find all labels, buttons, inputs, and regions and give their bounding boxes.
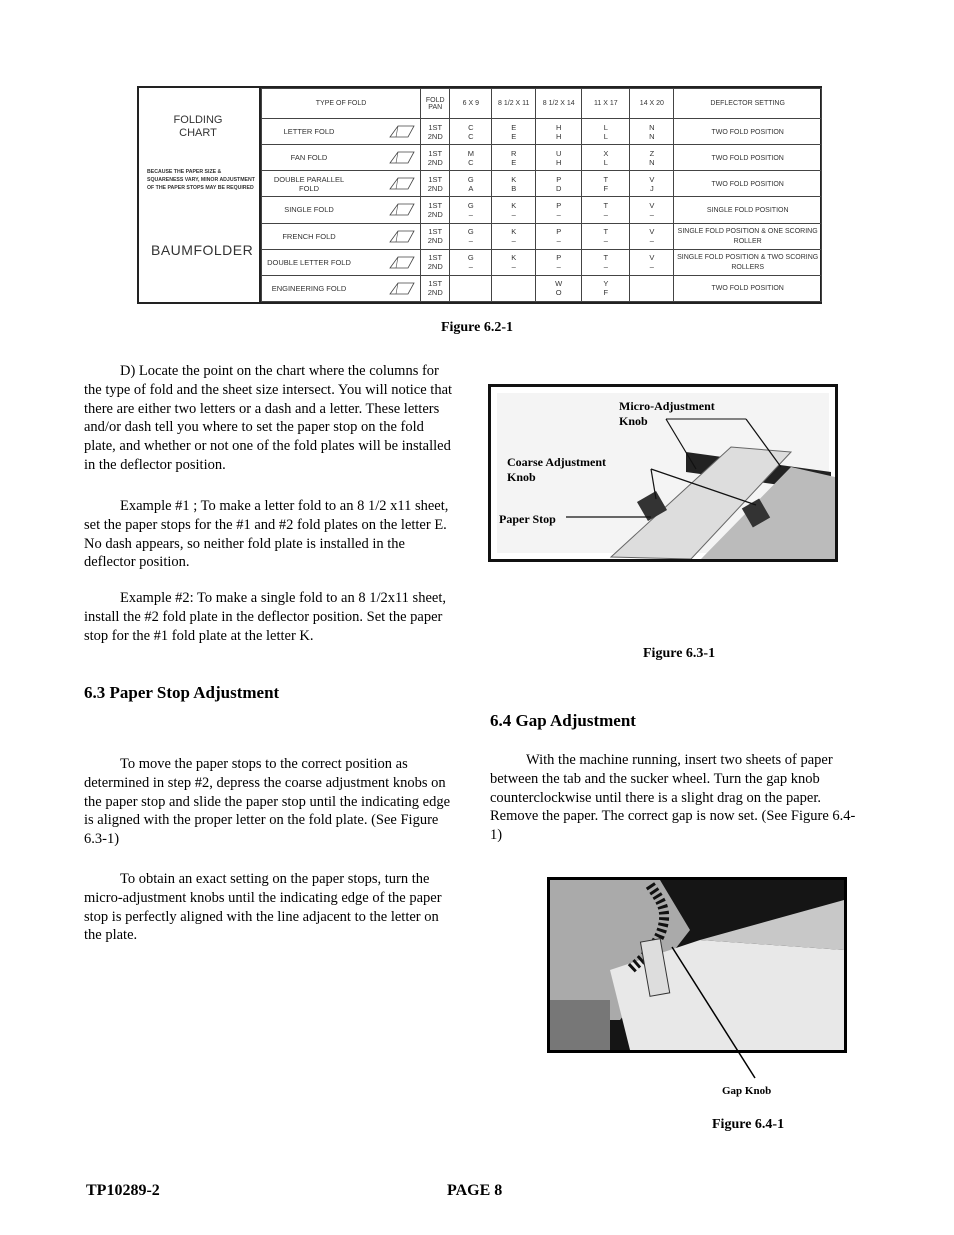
heading-6-4: 6.4 Gap Adjustment: [490, 711, 636, 730]
paragraph-6-3-a-text: To move the paper stops to the correct position as determined in step #2, depress the coarse adjustment knobs on the paper stop and slide the paper stop until the indicating edge is aligned with the proper letter on the fold plate. (See Figure 6.3-1): [84, 756, 451, 848]
chart-header-cell: 8 1/2 X 11: [492, 89, 536, 119]
chart-value-cell: [492, 249, 536, 275]
chart-cell-text: P –: [556, 227, 562, 246]
figure-6-2-1-caption: Figure 6.2-1: [440, 320, 514, 335]
chart-header-cell: 14 X 20: [630, 89, 674, 119]
chart-cell-text: 1ST 2ND: [427, 122, 443, 141]
chart-deflector-cell: [674, 275, 822, 301]
chart-row: [262, 275, 822, 301]
chart-cell-text: Z N: [649, 148, 655, 167]
chart-cell-text: P –: [556, 253, 562, 272]
chart-cell-text: 1ST 2ND: [427, 279, 443, 298]
chart-value-cell: [492, 145, 536, 171]
fold-diagram-icon: [388, 175, 416, 191]
coarse-adjustment-label: [507, 455, 606, 485]
gap-knob-label: Gap Knob: [722, 1085, 772, 1097]
chart-fold-type-cell: [262, 249, 421, 275]
chart-value-cell: [421, 249, 450, 275]
chart-deflector-cell: [674, 249, 822, 275]
chart-title: [139, 114, 257, 140]
folding-chart-table: [261, 88, 822, 302]
chart-value-cell: [492, 275, 536, 301]
chart-note: BECAUSE THE PAPER SIZE & SQUARENESS VARY, MINOR ADJUSTMENT OF THE PAPER STOPS MAY BE REQUIRED: [147, 169, 255, 191]
chart-row: [262, 197, 822, 223]
chart-row: [262, 145, 822, 171]
chart-cell-text: K –: [511, 227, 517, 246]
heading-6-3: 6.3 Paper Stop Adjustment: [84, 683, 280, 702]
chart-value-cell: [630, 145, 674, 171]
paragraph-example-1-text: Example #1 ; To make a letter fold to an 8 1/2 x11 sheet, set the paper stops for the #1 and #2 fold plates on the letter E. No dash appears, so neither fold plate is installed in the deflector position.: [84, 498, 449, 571]
chart-cell-text: FRENCH FOLD: [282, 231, 336, 241]
chart-cell-text: V –: [649, 253, 655, 272]
chart-value-cell: [630, 275, 674, 301]
chart-value-cell: [492, 171, 536, 197]
chart-cell-text: K –: [511, 253, 517, 272]
chart-value-cell: [582, 145, 630, 171]
coarse-adjustment-label-line2: Knob: [507, 470, 536, 484]
chart-value-cell: [421, 223, 450, 249]
chart-header-cell: FOLD PAN: [421, 89, 450, 119]
paragraph-d: [84, 362, 454, 475]
paragraph-6-3-b-text: To obtain an exact setting on the paper stops, turn the micro-adjustment knobs until the indicating edge of the paper stop is perfectly aligned with the line adjacent to the letter on the plate.: [84, 871, 442, 944]
chart-cell-text: V J: [649, 174, 655, 193]
chart-title-line2: CHART: [179, 127, 217, 139]
chart-cell-text: T –: [603, 200, 609, 219]
chart-cell-text: N N: [649, 122, 655, 141]
chart-value-cell: [582, 275, 630, 301]
chart-deflector-cell: [674, 197, 822, 223]
chart-cell-text: 1ST 2ND: [427, 200, 443, 219]
chart-cell-text: G –: [467, 227, 474, 246]
chart-header-cell: TYPE OF FOLD: [262, 89, 421, 119]
chart-value-cell: [492, 223, 536, 249]
chart-cell-text: SINGLE FOLD POSITION & ONE SCORING ROLLER: [677, 228, 818, 246]
chart-value-cell: [536, 275, 582, 301]
chart-cell-text: X L: [603, 148, 609, 167]
chart-value-cell: [536, 223, 582, 249]
chart-fold-type-cell: [262, 119, 421, 145]
micro-adjustment-label: [619, 399, 715, 429]
chart-cell-text: V –: [649, 200, 655, 219]
chart-title-line1: FOLDING: [173, 114, 223, 126]
chart-brand: BAUMFOLDER: [151, 242, 254, 258]
coarse-adjustment-label-line1: Coarse Adjustment: [507, 455, 606, 469]
chart-cell-text: R E: [511, 148, 517, 167]
chart-cell-text: 1ST 2ND: [427, 148, 443, 167]
chart-value-cell: [421, 171, 450, 197]
chart-value-cell: [450, 171, 492, 197]
fold-diagram-icon: [388, 123, 416, 139]
chart-cell-text: DOUBLE PARALLEL FOLD: [273, 174, 345, 193]
chart-fold-type-cell: [262, 275, 421, 301]
paragraph-6-3-b: [84, 870, 454, 945]
chart-cell-text: L L: [603, 122, 608, 141]
chart-cell-text: LETTER FOLD: [283, 127, 335, 137]
chart-value-cell: [421, 119, 450, 145]
paragraph-6-3-a: [84, 755, 454, 849]
chart-value-cell: [450, 275, 492, 301]
chart-value-cell: [450, 119, 492, 145]
chart-cell-text: ENGINEERING FOLD: [271, 283, 347, 293]
chart-value-cell: [450, 223, 492, 249]
chart-value-cell: [630, 223, 674, 249]
chart-cell-text: V –: [649, 227, 655, 246]
chart-cell-text: 1ST 2ND: [427, 174, 443, 193]
chart-cell-text: TWO FOLD POSITION: [711, 128, 784, 136]
chart-cell-text: K –: [511, 200, 517, 219]
chart-cell-text: DOUBLE LETTER FOLD: [267, 257, 351, 267]
chart-cell-text: 1ST 2ND: [427, 253, 443, 272]
chart-cell-text: C C: [468, 122, 474, 141]
paragraph-6-4: [490, 751, 860, 845]
chart-deflector-cell: [674, 145, 822, 171]
chart-header-cell: DEFLECTOR SETTING: [674, 89, 822, 119]
folding-chart: [137, 86, 822, 304]
paragraph-example-1: [84, 497, 454, 572]
figure-6-4-1-caption: Figure 6.4-1: [712, 1117, 785, 1132]
micro-adjustment-label-line2: Knob: [619, 414, 648, 428]
chart-cell-text: G –: [467, 253, 474, 272]
chart-cell-text: TWO FOLD POSITION: [711, 285, 784, 293]
chart-cell-text: 1ST 2ND: [427, 227, 443, 246]
chart-cell-text: K B: [511, 174, 517, 193]
chart-deflector-cell: [674, 119, 822, 145]
chart-cell-text: T F: [603, 174, 609, 193]
chart-fold-type-cell: [262, 223, 421, 249]
chart-value-cell: [421, 197, 450, 223]
chart-cell-text: G A: [467, 174, 474, 193]
chart-cell-text: E E: [511, 122, 517, 141]
chart-cell-text: H H: [556, 122, 562, 141]
chart-cell-text: Y F: [603, 279, 609, 298]
chart-value-cell: [450, 249, 492, 275]
chart-value-cell: [582, 223, 630, 249]
chart-left-panel: [139, 88, 261, 302]
chart-value-cell: [536, 145, 582, 171]
chart-row: [262, 249, 822, 275]
chart-deflector-cell: [674, 171, 822, 197]
chart-value-cell: [630, 197, 674, 223]
chart-value-cell: [536, 197, 582, 223]
chart-cell-text: P –: [556, 200, 562, 219]
paragraph-6-4-text: With the machine running, insert two sheets of paper between the tab and the sucker wheel. Turn the gap knob counterclockwise until there is a slight drag on the paper. Remove the paper. The correct gap is now set. (See Figure 6.4-1): [490, 752, 856, 844]
chart-cell-text: M C: [467, 148, 474, 167]
chart-cell-text: FAN FOLD: [290, 153, 328, 163]
fold-diagram-icon: [388, 201, 416, 217]
chart-fold-type-cell: [262, 197, 421, 223]
fold-diagram-icon: [388, 280, 416, 296]
figure-6-3-1-caption: Figure 6.3-1: [643, 646, 716, 661]
chart-cell-text: U H: [556, 148, 562, 167]
chart-row: [262, 119, 822, 145]
chart-cell-text: W O: [555, 279, 563, 298]
paragraph-example-2-text: Example #2: To make a single fold to an 8 1/2x11 sheet, install the #2 fold plate in the deflector position. Set the paper stop for the #1 fold plate at the letter K.: [84, 590, 446, 644]
chart-value-cell: [582, 119, 630, 145]
chart-header-cell: 6 X 9: [450, 89, 492, 119]
fold-diagram-icon: [388, 228, 416, 244]
chart-value-cell: [582, 197, 630, 223]
chart-cell-text: T –: [603, 253, 609, 272]
chart-value-cell: [536, 119, 582, 145]
chart-row: [262, 171, 822, 197]
chart-value-cell: [630, 171, 674, 197]
page-number: PAGE 8: [447, 1182, 503, 1199]
chart-fold-type-cell: [262, 145, 421, 171]
paragraph-example-2: [84, 589, 454, 645]
chart-header-cell: 11 X 17: [582, 89, 630, 119]
chart-row: [262, 223, 822, 249]
document-number: TP10289-2: [86, 1182, 160, 1199]
chart-cell-text: T –: [603, 227, 609, 246]
chart-value-cell: [582, 249, 630, 275]
paragraph-d-text: D) Locate the point on the chart where the columns for the type of fold and the sheet size intersect. You will notice that there are either two letters or a dash and a letter. These letters and/or dash tell you where to set the paper stop on the fold plate, and whether or not one of the fold plates will be installed in the deflector position.: [84, 363, 453, 473]
chart-value-cell: [630, 249, 674, 275]
chart-value-cell: [450, 145, 492, 171]
chart-value-cell: [492, 197, 536, 223]
chart-deflector-cell: [674, 223, 822, 249]
chart-cell-text: TWO FOLD POSITION: [711, 154, 784, 162]
chart-cell-text: TWO FOLD POSITION: [711, 180, 784, 188]
chart-value-cell: [536, 249, 582, 275]
chart-cell-text: SINGLE FOLD POSITION: [706, 206, 789, 214]
chart-value-cell: [536, 171, 582, 197]
figure-6-3-1-photo: [488, 384, 838, 562]
chart-cell-text: G –: [467, 200, 474, 219]
chart-cell-text: SINGLE FOLD POSITION & TWO SCORING ROLLERS: [677, 254, 819, 272]
chart-value-cell: [421, 275, 450, 301]
chart-value-cell: [492, 119, 536, 145]
chart-value-cell: [450, 197, 492, 223]
gap-knob-leader-line: [670, 945, 770, 1085]
chart-header-cell: 8 1/2 X 14: [536, 89, 582, 119]
fold-diagram-icon: [388, 254, 416, 270]
chart-header-row: [262, 89, 822, 119]
chart-cell-text: P D: [556, 174, 562, 193]
fold-diagram-icon: [388, 149, 416, 165]
chart-fold-type-cell: [262, 171, 421, 197]
paper-stop-label: Paper Stop: [499, 512, 556, 526]
chart-value-cell: [630, 119, 674, 145]
micro-adjustment-label-line1: Micro-Adjustment: [619, 399, 715, 413]
chart-value-cell: [582, 171, 630, 197]
chart-cell-text: SINGLE FOLD: [284, 205, 334, 215]
chart-value-cell: [421, 145, 450, 171]
